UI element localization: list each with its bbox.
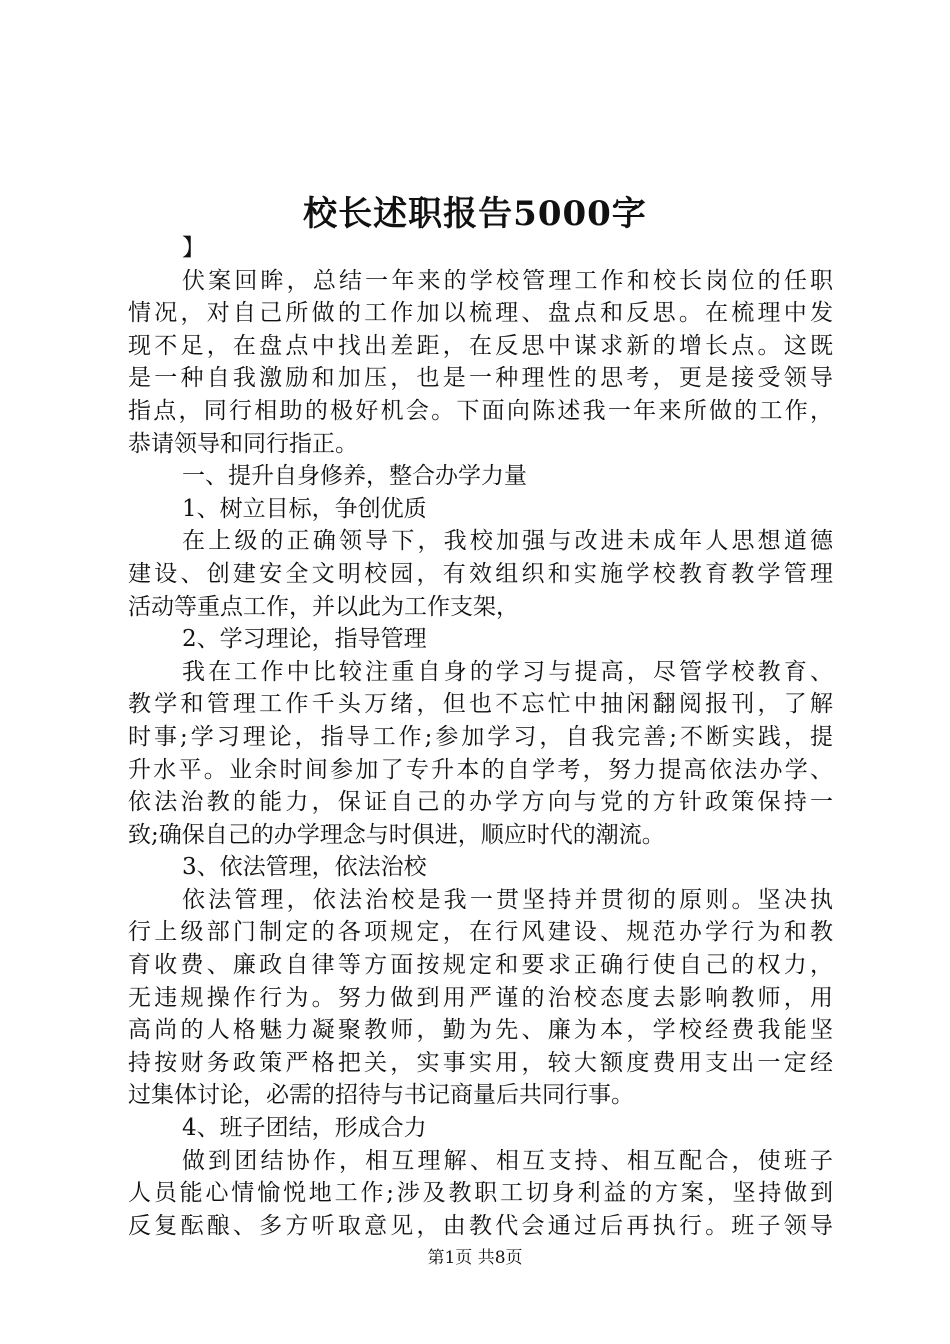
page-footer: 第1页 共8页 <box>427 1248 523 1268</box>
text-line: 2、学习理论，指导管理 <box>182 626 427 653</box>
text-line: 致;确保自己的办学理念与时俱进，顺应时代的潮流。 <box>128 821 665 848</box>
text-line: 4、班子团结，形成合力 <box>182 1115 427 1142</box>
text-line: 育收费、廉政自律等方面按规定和要求正确行使自己的权力， <box>128 952 833 979</box>
text-line: 教学和管理工作千头万绪，但也不忘忙中抽闲翻阅报刊，了解 <box>128 691 833 718</box>
text-line: 无违规操作行为。努力做到用严谨的治校态度去影响教师，用 <box>128 984 833 1011</box>
document-title: 校长述职报告5000字 <box>303 194 647 234</box>
document-body <box>128 232 833 1242</box>
text-line: 1、树立目标，争创优质 <box>182 495 427 522</box>
text-line: 时事;学习理论，指导工作;参加学习，自我完善;不断实践，提 <box>128 723 833 750</box>
text-line: 情况，对自己所做的工作加以梳理、盘点和反思。在梳理中发 <box>128 300 833 327</box>
text-line: 反复酝酿、多方听取意见，由教代会通过后再执行。班子领导 <box>128 1212 833 1239</box>
text-line: 一、提升自身修养，整合办学力量 <box>182 463 527 490</box>
text-line: 做到团结协作，相互理解、相互支持、相互配合，使班子 <box>182 1147 833 1174</box>
text-line: 建设、创建安全文明校园，有效组织和实施学校教育教学管理 <box>128 560 833 587</box>
text-line: 行上级部门制定的各项规定，在行风建设、规范办学行为和教 <box>128 919 833 946</box>
text-line: 指点，同行相助的极好机会。下面向陈述我一年来所做的工作， <box>128 397 833 424</box>
text-line: 持按财务政策严格把关，实事实用，较大额度费用支出一定经 <box>128 1049 833 1076</box>
text-line: 是一种自我激励和加压，也是一种理性的思考，更是接受领导 <box>128 365 833 392</box>
text-line: 恭请领导和同行指正。 <box>128 430 358 457</box>
text-line: 依法治教的能力，保证自己的办学方向与党的方针政策保持一 <box>128 789 833 816</box>
text-line: 活动等重点工作，并以此为工作支架， <box>128 593 519 620</box>
text-line: 在上级的正确领导下，我校加强与改进未成年人思想道德 <box>182 528 833 555</box>
text-line: 3、依法管理，依法治校 <box>182 854 427 881</box>
text-line: 依法管理，依法治校是我一贯坚持并贯彻的原则。坚决执 <box>182 886 833 913</box>
text-line: 过集体讨论，必需的招待与书记商量后共同行事。 <box>128 1082 634 1109</box>
text-line: 升水平。业余时间参加了专升本的自学考，努力提高依法办学、 <box>128 756 833 783</box>
text-line: 现不足，在盘点中找出差距，在反思中谋求新的增长点。这既 <box>128 332 833 359</box>
text-line: 伏案回眸，总结一年来的学校管理工作和校长岗位的任职 <box>182 267 833 294</box>
text-line: 】 <box>182 235 205 261</box>
text-line: 我在工作中比较注重自身的学习与提高，尽管学校教育、 <box>182 658 833 685</box>
text-line: 高尚的人格魅力凝聚教师，勤为先、廉为本，学校经费我能坚 <box>128 1017 833 1044</box>
text-line: 人员能心情愉悦地工作;涉及教职工切身利益的方案，坚持做到 <box>128 1180 833 1207</box>
